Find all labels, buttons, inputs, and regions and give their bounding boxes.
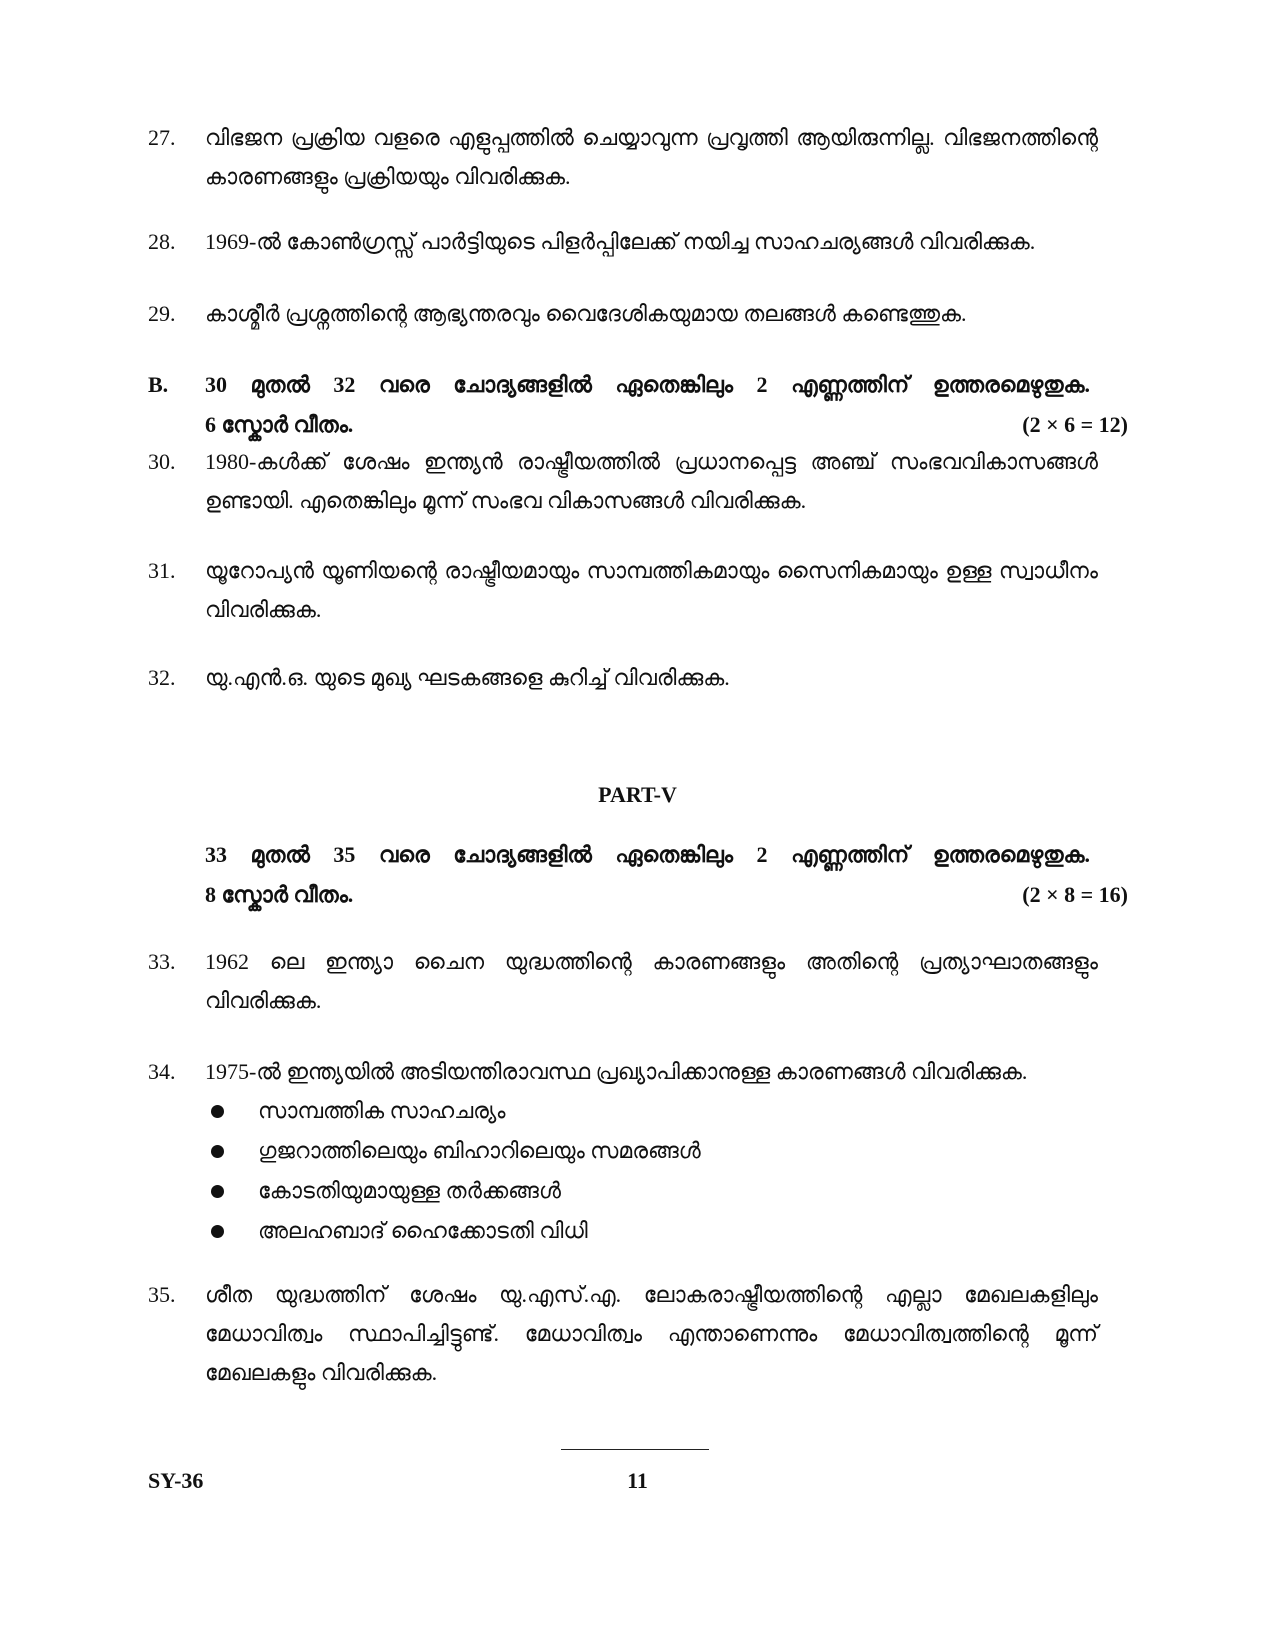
question-34 <box>148 1052 1098 1251</box>
question-35 <box>148 1275 1098 1392</box>
question-number: 32. <box>148 665 176 690</box>
question-number: 29. <box>148 301 176 326</box>
marks-formula: (2 × 8 = 16) <box>1022 882 1128 907</box>
part-v-instructions <box>148 835 1128 915</box>
bullet-icon <box>211 1145 224 1158</box>
list-item: കോടതിയുമായുള്ള തർക്കങ്ങൾ <box>205 1171 1098 1211</box>
question-text: കാശ്മീർ പ്രശ്നത്തിന്റെ ആഭ്യന്തരവും വൈദേശികയുമായ തലങ്ങൾ കണ്ടെത്തുക. <box>205 301 967 326</box>
question-text: 1975-ൽ ഇന്ത്യയിൽ അടിയന്തിരാവസ്ഥ പ്രഖ്യാപിക്കാനുള്ള കാരണങ്ങൾ വിവരിക്കുക. <box>205 1059 1028 1084</box>
list-item: ഗുജറാത്തിലെയും ബിഹാറിലെയും സമരങ്ങൾ <box>205 1131 1098 1171</box>
question-27 <box>148 118 1098 196</box>
section-instruction: 33 മുതൽ 35 വരെ ചോദ്യങ്ങളിൽ ഏതെങ്കിലും 2 എണ്ണത്തിന് ഉത്തരമെഴുതുക. <box>205 842 1090 867</box>
question-number: 27. <box>148 125 176 150</box>
section-b-instructions <box>148 365 1128 445</box>
question-29 <box>148 294 1098 333</box>
section-label: B. <box>148 372 169 397</box>
part-title: PART-V <box>598 782 677 807</box>
question-31 <box>148 551 1098 629</box>
marks-formula: (2 × 6 = 12) <box>1022 412 1128 437</box>
question-text: 1962 ലെ ഇന്ത്യാ ചൈന യുദ്ധത്തിന്റെ കാരണങ്ങളും അതിന്റെ പ്രത്യാഘാതങ്ങളും വിവരിക്കുക. <box>205 949 1098 1013</box>
paper-code: SY-36 <box>148 1468 204 1493</box>
score-each: 6 സ്കോർ വീതം. <box>205 412 354 437</box>
list-item: സാമ്പത്തിക സാഹചര്യം <box>205 1091 1098 1131</box>
question-number: 33. <box>148 949 176 974</box>
question-number: 30. <box>148 449 176 474</box>
question-text: 1969-ൽ കോൺഗ്രസ്സ് പാർട്ടിയുടെ പിളർപ്പിലേക്ക് നയിച്ച സാഹചര്യങ്ങൾ വിവരിക്കുക. <box>205 229 1036 254</box>
question-number: 34. <box>148 1059 176 1084</box>
question-30 <box>148 442 1098 520</box>
question-33 <box>148 942 1098 1020</box>
bullet-icon <box>211 1185 224 1198</box>
bullet-icon <box>211 1225 224 1238</box>
bullet-list <box>205 1091 1098 1251</box>
question-text: യു.എൻ.ഒ. യുടെ മുഖ്യ ഘടകങ്ങളെ കുറിച്ച് വിവരിക്കുക. <box>205 665 730 690</box>
question-text: 1980-കൾക്ക് ശേഷം ഇന്ത്യൻ രാഷ്ട്രീയത്തിൽ പ്രധാനപ്പെട്ട അഞ്ച് സംഭവവികാസങ്ങൾ ഉണ്ടായി. എതെങ്കിലും മൂന്ന് സംഭവ വികാസങ്ങൾ വിവരിക്കുക. <box>205 449 1098 513</box>
question-text: ശീത യുദ്ധത്തിന് ശേഷം യു.എസ്.എ. ലോകരാഷ്ട്രീയത്തിന്റെ എല്ലാ മേഖലകളിലും മേധാവിത്വം സ്ഥാപിച്ചിട്ടുണ്ട്. മേധാവിത്വം എന്താണെന്നും മേധാവിത്വത്തിന്റെ മൂന്ന് മേഖലകളും വിവരിക്കുക. <box>205 1282 1098 1385</box>
question-text: യൂറോപ്യൻ യൂണിയന്റെ രാഷ്ട്രീയമായും സാമ്പത്തികമായും സൈനികമായും ഉള്ള സ്വാധീനം വിവരിക്കുക. <box>205 558 1098 622</box>
question-number: 31. <box>148 558 176 583</box>
section-instruction: 30 മുതൽ 32 വരെ ചോദ്യങ്ങളിൽ ഏതെങ്കിലും 2 എണ്ണത്തിന് ഉത്തരമെഴുതുക. <box>205 372 1090 397</box>
question-number: 28. <box>148 229 176 254</box>
question-32 <box>148 658 1098 697</box>
bullet-icon <box>211 1105 224 1118</box>
page-number: 11 <box>627 1468 648 1493</box>
list-item: അലഹബാദ് ഹൈക്കോടതി വിധി <box>205 1211 1098 1251</box>
question-text: വിഭജന പ്രക്രിയ വളരെ എളുപ്പത്തിൽ ചെയ്യാവുന്ന പ്രവൃത്തി ആയിരുന്നില്ല. വിഭജനത്തിന്റെ കാരണങ്ങളും പ്രക്രിയയും വിവരിക്കുക. <box>205 125 1098 189</box>
question-28 <box>148 222 1098 261</box>
divider <box>561 1449 709 1450</box>
question-number: 35. <box>148 1282 176 1307</box>
score-each: 8 സ്കോർ വീതം. <box>205 882 354 907</box>
